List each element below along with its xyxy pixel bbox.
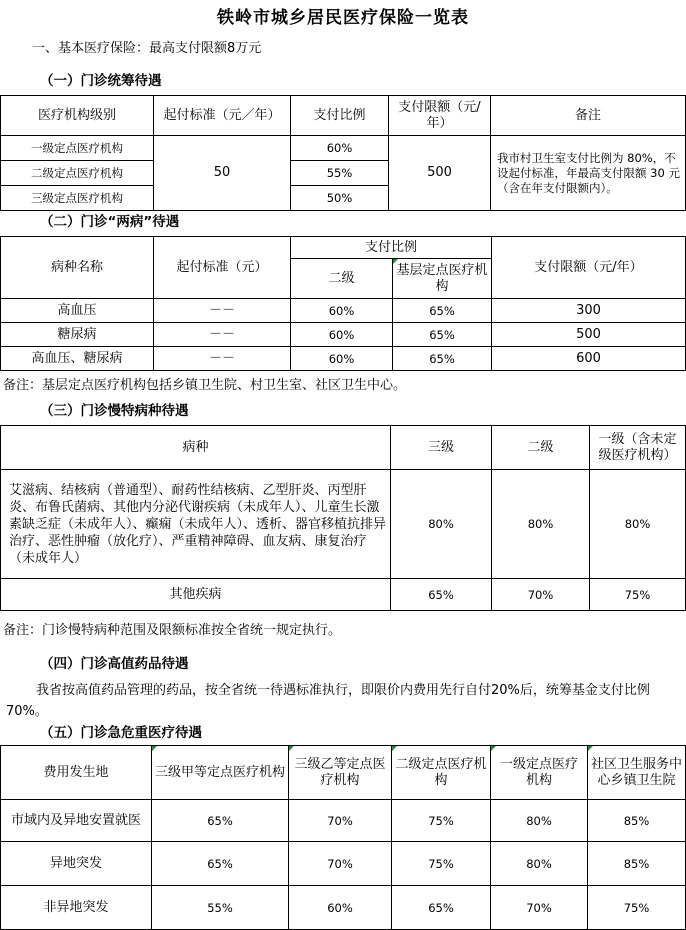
place-name: 非异地突发 bbox=[1, 886, 152, 930]
col-header-level: 医疗机构级别 bbox=[1, 96, 154, 136]
ratio-value: 60% bbox=[289, 886, 392, 930]
basic-ratio: 65% bbox=[393, 323, 492, 347]
ratio-value: 75% bbox=[392, 800, 491, 842]
ratio-value: 65% bbox=[152, 800, 289, 842]
intro-line: 一、基本医疗保险：最高支付限额8万元 bbox=[32, 41, 262, 56]
disease-name: 糖尿病 bbox=[1, 323, 154, 347]
ratio-value: 60% bbox=[291, 136, 389, 161]
table-row-level: 三级定点医疗机构 bbox=[1, 186, 154, 211]
col-header-ratio: 支付比例 bbox=[291, 96, 389, 136]
ratio-value: 70% bbox=[289, 842, 392, 886]
col-header-ratio: 支付比例 bbox=[291, 237, 492, 259]
place-name: 异地突发 bbox=[1, 842, 152, 886]
ratio-value: 50% bbox=[291, 186, 389, 211]
ratio-value: 65% bbox=[152, 842, 289, 886]
level2-ratio: 60% bbox=[291, 347, 393, 371]
ratio-value: 75% bbox=[588, 886, 686, 930]
page-title: 铁岭市城乡居民医疗保险一览表 bbox=[217, 8, 469, 28]
col-header-start: 起付标准（元） bbox=[154, 237, 291, 299]
level2-ratio: 80% bbox=[492, 470, 590, 579]
start-value: －－ bbox=[154, 323, 291, 347]
col-header-disease: 病种 bbox=[1, 426, 391, 470]
col-header-level2: 二级 bbox=[291, 259, 393, 299]
ratio-value: 80% bbox=[491, 842, 588, 886]
limit-value: 500 bbox=[492, 323, 686, 347]
outpatient-pooling-table bbox=[0, 95, 686, 211]
col-header-basic: 基层定点医疗机构 bbox=[393, 259, 492, 299]
col-header-level2: 二级 bbox=[492, 426, 590, 470]
two-diseases-table bbox=[0, 236, 686, 371]
section-4-heading: （四）门诊高值药品待遇 bbox=[40, 656, 189, 672]
ratio-value: 65% bbox=[392, 886, 491, 930]
pooling-note: 我市村卫生室支付比例为 80%，不设起付标准，年最高支付限额 30 元（含在年支付限额内）。 bbox=[491, 136, 686, 211]
start-value: －－ bbox=[154, 299, 291, 323]
col-header-limit: 支付限额（元/年） bbox=[492, 237, 686, 299]
ratio-value: 55% bbox=[291, 161, 389, 186]
basic-ratio: 65% bbox=[393, 299, 492, 323]
start-value: －－ bbox=[154, 347, 291, 371]
ratio-value: 80% bbox=[491, 800, 588, 842]
level1-ratio: 75% bbox=[590, 579, 686, 611]
level2-ratio: 60% bbox=[291, 323, 393, 347]
col-header-grade3b: 三级乙等定点医疗机构 bbox=[289, 746, 392, 800]
place-name: 市域内及异地安置就医 bbox=[1, 800, 152, 842]
ratio-value: 85% bbox=[588, 842, 686, 886]
col-header-grade1: 一级定点医疗机构 bbox=[491, 746, 588, 800]
ratio-value: 85% bbox=[588, 800, 686, 842]
col-header-limit: 支付限额（元/年） bbox=[389, 96, 491, 136]
disease-name: 高血压 bbox=[1, 299, 154, 323]
chronic-note: 备注：门诊慢特病种范围及限额标准按全省统一规定执行。 bbox=[3, 623, 342, 638]
level2-ratio: 60% bbox=[291, 299, 393, 323]
col-header-place: 费用发生地 bbox=[1, 746, 152, 800]
col-header-grade3a: 三级甲等定点医疗机构 bbox=[152, 746, 289, 800]
disease-list: 艾滋病、结核病（普通型）、耐药性结核病、乙型肝炎、丙型肝炎、布鲁氏菌病、其他内分泌代谢疾病（未成年人）、儿童生长激素缺乏症（未成年人）、癫痫（未成年人）、透析、器官移植抗排异治疗、恶性肿瘤（放化疗）、严重精神障碍、血友病、康复治疗（未成年人） bbox=[1, 470, 391, 579]
section-2-heading: （二）门诊“两病”待遇 bbox=[40, 214, 180, 230]
high-value-drug-text: 我省按高值药品管理的药品，按全省统一待遇标准执行，即限价内费用先行自付20%后，统筹基金支付比例70%。 bbox=[6, 683, 650, 719]
col-header-level3: 三级 bbox=[391, 426, 492, 470]
section-1-heading: （一）门诊统筹待遇 bbox=[40, 73, 162, 89]
two-diseases-note: 备注：基层定点医疗机构包括乡镇卫生院、村卫生室、社区卫生中心。 bbox=[3, 378, 407, 393]
ratio-value: 55% bbox=[152, 886, 289, 930]
basic-ratio: 65% bbox=[393, 347, 492, 371]
limit-value: 500 bbox=[389, 136, 491, 211]
col-header-level1: 一级（含未定级医疗机构） bbox=[590, 426, 686, 470]
ratio-value: 75% bbox=[392, 842, 491, 886]
ratio-value: 70% bbox=[289, 800, 392, 842]
emergency-table bbox=[0, 745, 686, 930]
section-5-heading: （五）门诊急危重医疗待遇 bbox=[40, 725, 202, 741]
limit-value: 300 bbox=[492, 299, 686, 323]
disease-name: 其他疾病 bbox=[1, 579, 391, 611]
ratio-value: 70% bbox=[491, 886, 588, 930]
level3-ratio: 65% bbox=[391, 579, 492, 611]
level3-ratio: 80% bbox=[391, 470, 492, 579]
section-3-heading: （三）门诊慢特病种待遇 bbox=[40, 403, 189, 419]
disease-name: 高血压、糖尿病 bbox=[1, 347, 154, 371]
level2-ratio: 70% bbox=[492, 579, 590, 611]
level1-ratio: 80% bbox=[590, 470, 686, 579]
limit-value: 600 bbox=[492, 347, 686, 371]
table-row-level: 二级定点医疗机构 bbox=[1, 161, 154, 186]
col-header-note: 备注 bbox=[491, 96, 686, 136]
start-value: 50 bbox=[154, 136, 291, 211]
col-header-start: 起付标准（元／年） bbox=[154, 96, 291, 136]
col-header-community: 社区卫生服务中心乡镇卫生院 bbox=[588, 746, 686, 800]
col-header-grade2: 二级定点医疗机构 bbox=[392, 746, 491, 800]
table-row-level: 一级定点医疗机构 bbox=[1, 136, 154, 161]
chronic-disease-table bbox=[0, 425, 686, 611]
col-header-disease: 病种名称 bbox=[1, 237, 154, 299]
